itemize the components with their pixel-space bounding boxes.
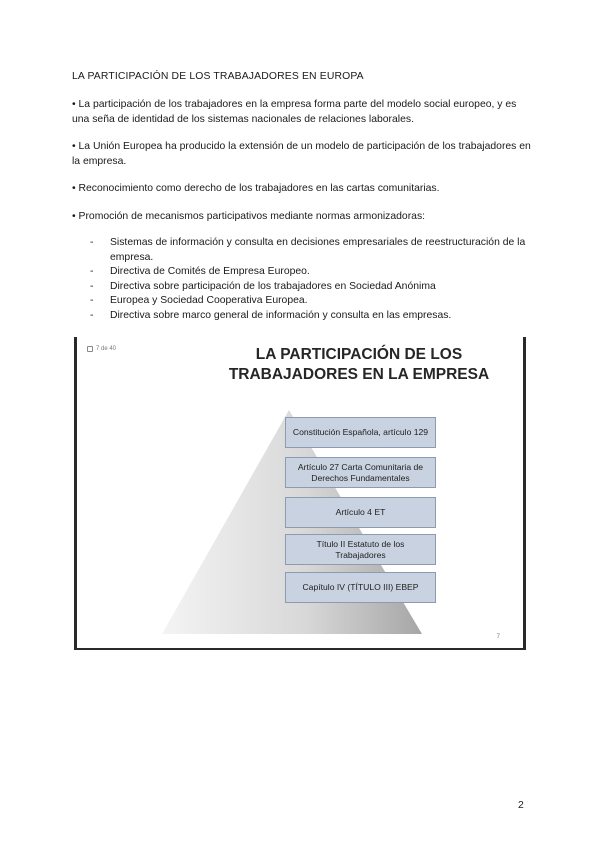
directives-list (90, 236, 530, 323)
slide-border-right (523, 337, 526, 650)
list-dash: - (90, 280, 94, 292)
list-item (90, 265, 530, 280)
slide-title: LA PARTICIPACIÓN DE LOS TRABAJADORES EN LA EMPRESA (228, 346, 490, 383)
list-dash: - (90, 266, 94, 277)
slide-counter (87, 346, 116, 352)
slide-border-left (74, 337, 77, 650)
paragraph: • La Unión Europea ha producido la extensión de un modelo de participación de los trabajadores en la empresa. (72, 141, 531, 167)
list-dash: - (90, 237, 94, 248)
list-item-text: Directiva sobre marco general de información y consulta en las empresas. (110, 309, 452, 321)
list-item (90, 309, 530, 324)
page-number: 2 (518, 800, 524, 811)
list-item (90, 280, 530, 295)
paragraph: • Reconocimiento como derecho de los trabajadores en las cartas comunitarias. (72, 183, 440, 194)
list-item-text: Sistemas de información y consulta en decisiones empresariales de reestructuración de la empresa. (110, 237, 526, 263)
pyramid-box-estatuto: Título II Estatuto de los Trabajadores (285, 534, 436, 565)
pyramid-box-articulo-4-et: Artículo 4 ET (285, 497, 436, 528)
pyramid-box-ebep: Capítulo IV (TÍTULO III) EBEP (285, 572, 436, 603)
paragraph: • Promoción de mecanismos participativos mediante normas armonizadoras: (72, 211, 426, 222)
document-title: LA PARTICIPACIÓN DE LOS TRABAJADORES EN EUROPA (72, 71, 364, 82)
pyramid-box-carta-comunitaria: Artículo 27 Carta Comunitaria de Derechos Fundamentales (285, 457, 436, 488)
slide-border-bottom (74, 648, 526, 650)
slide-counter-icon (87, 346, 93, 352)
paragraph: • La participación de los trabajadores en la empresa forma parte del modelo social europeo, y es una seña de identidad de los sistemas nacionales de relaciones laborales. (72, 99, 517, 125)
slide-counter-text: 7 de 40 (96, 346, 117, 352)
slide-image (74, 337, 526, 650)
list-item-text: Europea y Sociedad Cooperativa Europea. (110, 295, 308, 306)
pyramid-box-constitucion: Constitución Española, artículo 129 (285, 417, 436, 448)
list-dash: - (90, 295, 94, 306)
list-dash: - (90, 309, 94, 321)
slide-number: 7 (496, 634, 500, 640)
list-item-text: Directiva de Comités de Empresa Europeo. (110, 266, 310, 277)
list-item (90, 294, 530, 309)
list-item (90, 236, 530, 265)
list-item-text: Directiva sobre participación de los trabajadores en Sociedad Anónima (110, 280, 436, 292)
